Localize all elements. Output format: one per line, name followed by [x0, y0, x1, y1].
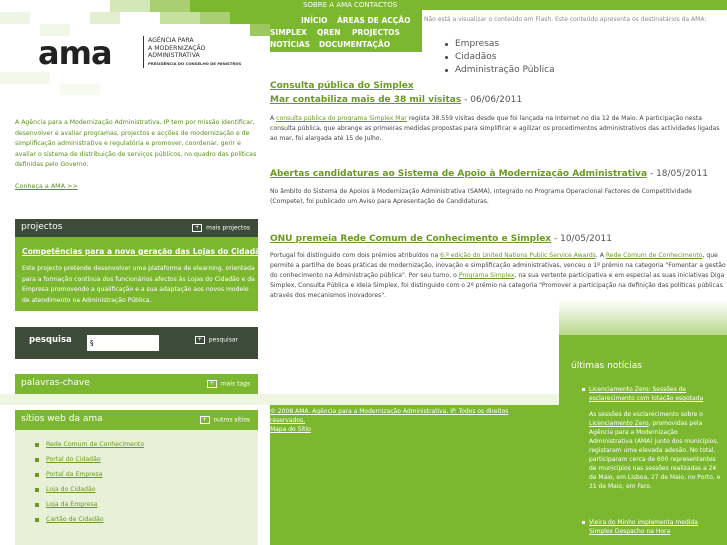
target-empresas: Empresas [445, 38, 555, 51]
projectos-panel [15, 237, 266, 311]
list-item [35, 500, 144, 515]
news-link-1a[interactable]: Consulta pública do Simplex [270, 81, 414, 91]
latest-news-panel [559, 335, 727, 545]
simplex-link[interactable]: Programa Simplex [458, 272, 515, 279]
footer [270, 405, 559, 545]
footer-text [270, 407, 540, 434]
nav-noticias[interactable]: NOTÍCIAS [270, 40, 311, 49]
plus-icon: + [192, 224, 202, 232]
logo-separator [143, 36, 144, 68]
nav-simplex[interactable]: SIMPLEX [270, 28, 307, 37]
about-ama-link[interactable]: Conheça a AMA >> [15, 182, 78, 190]
ama-logo[interactable]: ama [38, 34, 112, 72]
licenciamento-link[interactable]: Licenciamento Zero [589, 420, 649, 427]
list-item [35, 515, 144, 530]
nav-areas[interactable]: ÁREAS DE ACÇÃO [337, 16, 411, 25]
top-link-contactos[interactable]: CONTACTOS [354, 1, 398, 9]
target-cidadaos: Cidadãos [445, 51, 555, 64]
right-gradient [559, 300, 727, 335]
news-text-2: No âmbito do Sistema de Apoios à Modernização Administrativa (SAMA), integrado no Programa Operacional Factores de Competitividade (Compete), foi publicado um Aviso para Apresentação de Candidaturas. [270, 188, 692, 205]
news-title-1 [270, 79, 522, 107]
list-item [35, 455, 144, 470]
top-bar [270, 0, 727, 10]
nav-documentacao[interactable]: DOCUMENTAÇÃO [319, 40, 391, 49]
project-title-link[interactable]: Competências para a nova geração das Lojas do Cidadão [22, 247, 266, 256]
flash-note: Não está a visualizar o conteúdo em Flash. Este conteúdo apresenta os destinatários da AMA: [424, 16, 707, 23]
intro-text: A Agência para a Modernização Administrativa, IP tem por missão identificar, desenvolver e avaliar programas, projectos e acções de modernização e de simplificação administrativa e regulatória e promover, coordenar, gerir e avaliar o sistema de distribuição de serviços públicos, no quadro das políticas definidas pelo Governo. [15, 119, 257, 168]
plus-icon: + [195, 336, 205, 344]
target-list [445, 38, 555, 77]
websites-header [15, 410, 258, 430]
bullet-icon [582, 388, 585, 391]
projectos-title: projectos [21, 222, 63, 232]
websites-title: sítios web da ama [21, 414, 103, 424]
website-link[interactable]: Loja da Empresa [46, 501, 98, 508]
more-projectos-link[interactable]: + mais projectos [192, 224, 250, 232]
unpsa-link[interactable]: 6.ª edição do United Nations Public Service Awards [440, 252, 596, 259]
logo-description: AGÊNCIA PARA A MODERNIZAÇÃO ADMINISTRATIVA PRESIDÊNCIA DO CONSELHO DE MINISTROS [148, 37, 242, 66]
keywords-panel [15, 374, 258, 394]
top-link-sobre[interactable]: SOBRE A AMA [303, 1, 352, 9]
news-date-2: - 18/05/2011 [647, 169, 708, 179]
copyright-link[interactable]: © 2008 AMA. Agência para a Modernização Administrativa, IP. Todos os direitos reservados. [270, 408, 509, 424]
other-sites-link[interactable]: + outros sítios [200, 416, 250, 424]
news-text-1: A consulta pública do programa Simplex Mar regista 38.559 visitas desde que foi lançada na Internet no dia 12 de Maio. A participação nesta consulta pública, que abrange as primeiras medidas propostas para simplificar e agilizar os procedimentos administrativos das actividades ligadas ao mar, foi alargada até 15 de Julho. [270, 115, 720, 142]
consulta-link[interactable]: consulta pública do programa Simplex Mar [276, 115, 407, 122]
list-item [35, 485, 144, 500]
list-item [35, 440, 144, 455]
nav-inicio[interactable]: INÍCIO [301, 16, 328, 25]
latest-news-title: últimas notícias [571, 361, 642, 371]
projectos-header [15, 219, 258, 237]
website-link[interactable]: Portal da Empresa [46, 471, 103, 478]
news-date-1: - 06/06/2011 [461, 95, 523, 105]
keywords-title: palavras-chave [21, 378, 90, 388]
bullet-icon [582, 521, 585, 524]
plus-icon: + [207, 380, 217, 388]
header-logo-area [0, 0, 270, 95]
nav-projectos[interactable]: PROJECTOS [352, 28, 400, 37]
website-link[interactable]: Portal do Cidadão [46, 456, 101, 463]
news-link-1b[interactable]: Mar contabiliza mais de 38 mil visitas [270, 95, 462, 105]
search-label: pesquisa [29, 335, 72, 345]
list-item [35, 470, 144, 485]
project-description: Este projecto pretende desenvolver uma plataforma de elearning, orientada para a formação contínua dos funcionários afectos às Lojas do Cidadão e da Empresa promovendo a qualificação e a sua adaptação aos novos modelo de atendimento na Administração Pública. [22, 265, 255, 304]
news-title-2 [270, 167, 708, 181]
latest-news-item-2 [589, 518, 723, 536]
target-administracao: Administração Pública [445, 64, 555, 77]
websites-panel [15, 430, 258, 545]
news-title-3 [270, 232, 612, 246]
website-link[interactable]: Loja do Cidadão [46, 486, 96, 493]
news-date-3: - 10/05/2011 [551, 234, 612, 244]
website-link[interactable]: Cartão de Cidadão [46, 516, 104, 523]
rcc-link[interactable]: Rede Comum de Conhecimento [605, 252, 703, 259]
search-panel [15, 327, 258, 359]
search-input[interactable] [87, 335, 159, 351]
more-tags-link[interactable]: + mais tags [207, 380, 250, 388]
latest-news-link-1[interactable]: Licenciamento Zero: Sessões de esclarecimento com lotação esgotada [589, 386, 704, 402]
latest-news-text-1: As sessões de esclarecimento sobre o Licenciamento Zero, promovidas pela Agência para a Modernização Administrativa (AMA) junto dos municípios, registaram uma elevada adesão. No total, participaram cerca de 600 representantes de municípios nas sessões realizadas a 24 de Maio, em Lisboa, 27 de Maio, no Porto, e 31 de Maio, em Faro. [589, 411, 721, 490]
sitemap-link[interactable]: Mapa do Sítio [270, 426, 311, 433]
latest-news-item-1 [589, 385, 723, 403]
latest-news-link-2[interactable]: Vieira do Minho implementa medida Simplex Despacho na Hora [589, 519, 698, 535]
website-link[interactable]: Rede Comum de Conhecimento [46, 441, 145, 448]
plus-icon: + [200, 416, 210, 424]
news-text-3: Portugal foi distinguido com dois prémios atribuídos na 6.ª edição do United Nations Public Service Awards. A Rede Comum de Conhecimento, que permite a partilha de boas práticas de modernização, inovação e simplificação administrativas, venceu o 1º prémio na categoria "Fomentar a gestão do conhecimento na Administração pública". Por seu turno, o Programa Simplex, na sua vertente participativa e em especial as suas iniciativas Diga Simplex, Consulta Pública e Ideia Simplex, foi distinguido com o 2º prémio na categoria "Promover a participação na definição das políticas públicas através dos mecanismos inovadores". [270, 252, 726, 299]
nav-qren[interactable]: QREN [317, 28, 341, 37]
news-link-2[interactable]: Abertas candidaturas ao Sistema de Apoio à Modernização Administrativa [270, 169, 648, 179]
websites-list [35, 440, 144, 530]
main-nav [270, 10, 422, 52]
news-link-3[interactable]: ONU premeia Rede Comum de Conhecimento e Simplex [270, 234, 552, 244]
search-button[interactable]: + pesquisar [195, 336, 238, 344]
